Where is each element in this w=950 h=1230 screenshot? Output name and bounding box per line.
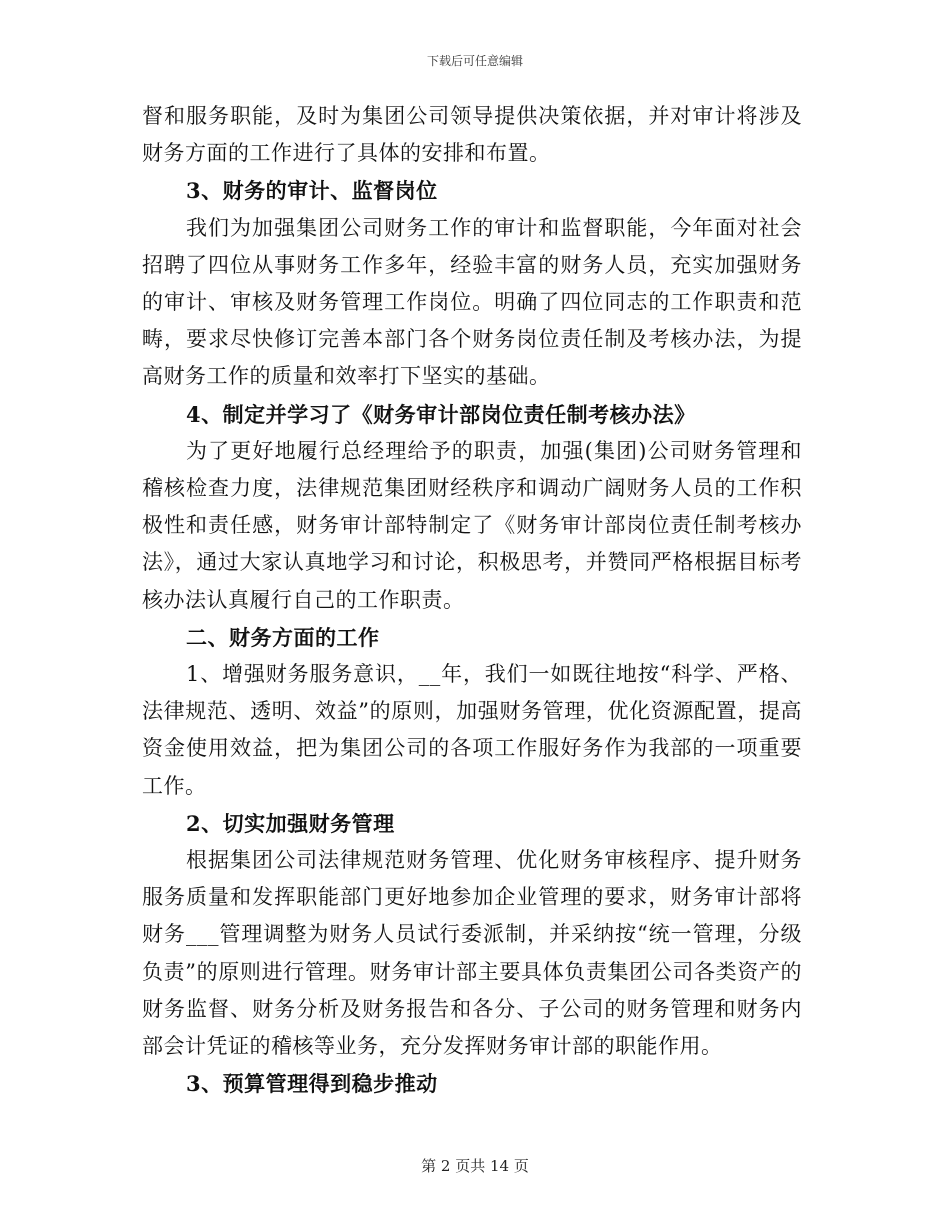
body-paragraph: 为了更好地履行总经理给予的职责，加强(集团)公司财务管理和稽核检查力度，法律规范集团财经秩序和调动广阔财务人员的工作积极性和责任感，财务审计部特制定了《财务审计部岗位责任制考核办法》，通过大家认真地学习和讨论，积极思考，并赞同严格根据目标考核办法认真履行自己的工作职责。 <box>142 438 802 612</box>
page-header: 下载后可任意编辑 <box>426 54 523 68</box>
section-heading: 3、预算管理得到稳步推动 <box>186 1071 438 1097</box>
page-number: 第 2 页共 14 页 <box>421 1157 529 1175</box>
section-heading: 4、制定并学习了《财务审计部岗位责任制考核办法》 <box>186 401 696 427</box>
section-heading: 2、切实加强财务管理 <box>186 810 395 836</box>
body-paragraph: 1、增强财务服务意识，__年，我们一如既往地按“科学、严格、法律规范、透明、效益”的原则，加强财务管理，优化资源配置，提高资金使用效益，把为集团公司的各项工作服好务作为我部的一项重要工作。 <box>142 662 802 798</box>
section-heading: 二、财务方面的工作 <box>186 624 380 650</box>
body-paragraph: 根据集团公司法律规范财务管理、优化财务审核程序、提升财务服务质量和发挥职能部门更好地参加企业管理的要求，财务审计部将财务___管理调整为财务人员试行委派制，并采纳按“统一管理，分级负责”的原则进行管理。财务审计部主要具体负责集团公司各类资产的财务监督、财务分析及财务报告和各分、子公司的财务管理和财务内部会计凭证的稽核等业务，充分发挥财务审计部的职能作用。 <box>142 848 802 1059</box>
section-heading: 3、财务的审计、监督岗位 <box>186 178 438 204</box>
body-paragraph: 我们为加强集团公司财务工作的审计和监督职能，今年面对社会招聘了四位从事财务工作多年，经验丰富的财务人员，充实加强财务的审计、审核及财务管理工作岗位。明确了四位同志的工作职责和范畴，要求尽快修订完善本部门各个财务岗位责任制及考核办法，为提高财务工作的质量和效率打下坚实的基础。 <box>142 215 802 389</box>
document-body <box>142 98 802 1102</box>
body-paragraph: 督和服务职能，及时为集团公司领导提供决策依据，并对审计将涉及财务方面的工作进行了具体的安排和布置。 <box>142 104 802 166</box>
